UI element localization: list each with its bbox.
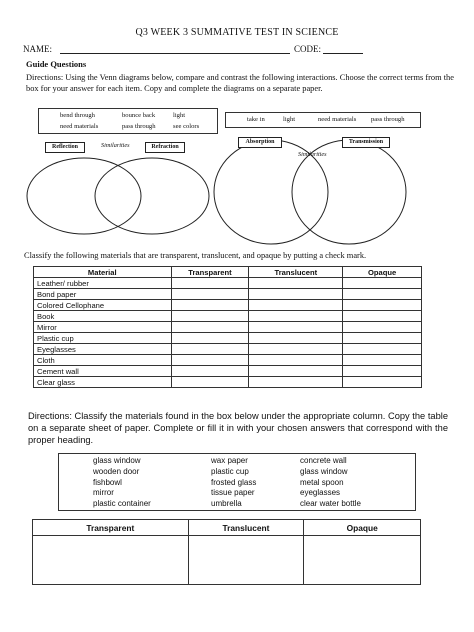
check-cell[interactable] (249, 300, 343, 311)
check-cell[interactable] (171, 344, 249, 355)
table-row (34, 366, 422, 377)
check-cell[interactable] (249, 278, 343, 289)
list-item: plastic cup (211, 466, 249, 476)
list-item: wax paper (211, 456, 248, 465)
material-cell: Cloth (34, 355, 172, 366)
check-cell[interactable] (171, 366, 249, 377)
name-line[interactable] (60, 53, 290, 54)
material-cell: Plastic cup (34, 333, 172, 344)
answer-header-transparent: Transparent (33, 520, 189, 536)
check-cell[interactable] (171, 333, 249, 344)
answer-cell-opaque[interactable] (304, 536, 421, 585)
classify-directions: Classify the following materials that are transparent, translucent, and opaque by putting a check mark. (24, 251, 367, 260)
material-cell: Bond paper (34, 289, 172, 300)
venn1-terms-box (38, 108, 218, 134)
guide-directions: Directions: Using the Venn diagrams below, compare and contrast the following interactions. Choose the correct terms from the box for your answer for each item. Copy and complete the diagrams on a separate paper. (26, 73, 454, 93)
code-line[interactable] (323, 53, 363, 54)
term: light (283, 116, 296, 123)
answer-cell-transparent[interactable] (33, 536, 189, 585)
term: see colors (173, 123, 200, 130)
material-cell: Clear glass (34, 377, 172, 388)
check-cell[interactable] (171, 355, 249, 366)
table-row (34, 300, 422, 311)
check-cell[interactable] (343, 322, 422, 333)
list-item: glass window (93, 456, 141, 465)
classify-table (33, 266, 422, 388)
check-cell[interactable] (343, 366, 422, 377)
term: need materials (60, 123, 99, 130)
materials-col-2 (211, 456, 256, 510)
name-label: NAME: (23, 44, 52, 54)
material-cell: Book (34, 311, 172, 322)
check-cell[interactable] (171, 322, 249, 333)
list-item: fishbowl (93, 477, 122, 487)
check-cell[interactable] (343, 377, 422, 388)
check-cell[interactable] (249, 289, 343, 300)
material-cell: Cement wall (34, 366, 172, 377)
table-row (34, 377, 422, 388)
guide-heading: Guide Questions (26, 59, 87, 69)
material-cell: Mirror (34, 322, 172, 333)
table-row (34, 355, 422, 366)
venn1-left-label: Reflection (45, 142, 85, 153)
term: pass through (122, 123, 156, 130)
answer-header-translucent: Translucent (188, 520, 304, 536)
check-cell[interactable] (249, 355, 343, 366)
term: bounce back (122, 112, 156, 119)
term: bend through (60, 112, 95, 119)
check-cell[interactable] (343, 344, 422, 355)
list-item: metal spoon (300, 477, 344, 487)
answer-table (32, 519, 421, 585)
code-label: CODE: (294, 44, 321, 54)
check-cell[interactable] (343, 333, 422, 344)
col-header-material: Material (34, 267, 172, 278)
col-header-transparent: Transparent (171, 267, 249, 278)
check-cell[interactable] (249, 344, 343, 355)
materials-col-1 (93, 456, 151, 510)
list-item: mirror (93, 488, 114, 498)
table-row (34, 344, 422, 355)
check-cell[interactable] (343, 300, 422, 311)
page-title: Q3 WEEK 3 SUMMATIVE TEST IN SCIENCE (135, 27, 339, 38)
venn1-right-circle (95, 158, 209, 234)
materials-col-3 (300, 456, 361, 510)
check-cell[interactable] (171, 377, 249, 388)
list-item: plastic container (93, 499, 151, 509)
table-row (34, 333, 422, 344)
list-item: clear water bottle (300, 499, 361, 509)
venn1-right-label: Refraction (145, 142, 185, 153)
material-cell: Colored Cellophane (34, 300, 172, 311)
check-cell[interactable] (343, 289, 422, 300)
check-cell[interactable] (171, 311, 249, 322)
list-item: eyeglasses (300, 488, 341, 498)
table-row (34, 278, 422, 289)
check-cell[interactable] (343, 278, 422, 289)
venn1-left-circle (27, 158, 141, 234)
venn2-middle-label: Similarities (298, 151, 327, 158)
col-header-opaque: Opaque (343, 267, 422, 278)
check-cell[interactable] (343, 311, 422, 322)
material-cell: Leather/ rubber (34, 278, 172, 289)
check-cell[interactable] (249, 366, 343, 377)
term: pass through (371, 116, 405, 123)
list-item: wooden door (93, 466, 140, 476)
check-cell[interactable] (249, 377, 343, 388)
venn2-right-label: Transmission (342, 137, 390, 148)
venn2-terms-box (225, 112, 421, 128)
material-cell: Eyeglasses (34, 344, 172, 355)
box-directions: Directions: Classify the materials found in the box below under the appropriate column. Copy the table on a separate sheet of paper. Complete or fill it in with your chosen answers that correspond with the proper heading. (28, 411, 448, 445)
check-cell[interactable] (249, 322, 343, 333)
table-row (34, 289, 422, 300)
col-header-translucent: Translucent (249, 267, 343, 278)
answer-header-opaque: Opaque (304, 520, 421, 536)
check-cell[interactable] (249, 311, 343, 322)
venn1-middle-label: Similarities (101, 142, 130, 149)
list-item: concrete wall (300, 456, 347, 465)
check-cell[interactable] (343, 355, 422, 366)
list-item: frosted glass (211, 477, 257, 487)
term: light (173, 112, 186, 119)
answer-cell-translucent[interactable] (188, 536, 304, 585)
table-row (34, 311, 422, 322)
check-cell[interactable] (171, 278, 249, 289)
table-row (34, 322, 422, 333)
term: take in (247, 116, 265, 123)
venn2-left-label: Absorption (238, 137, 282, 148)
check-cell[interactable] (249, 333, 343, 344)
list-item: umbrella (211, 499, 242, 509)
check-cell[interactable] (171, 289, 249, 300)
list-item: tissue paper (211, 488, 255, 498)
term: need materials (318, 116, 357, 123)
list-item: glass window (300, 466, 348, 476)
check-cell[interactable] (171, 300, 249, 311)
